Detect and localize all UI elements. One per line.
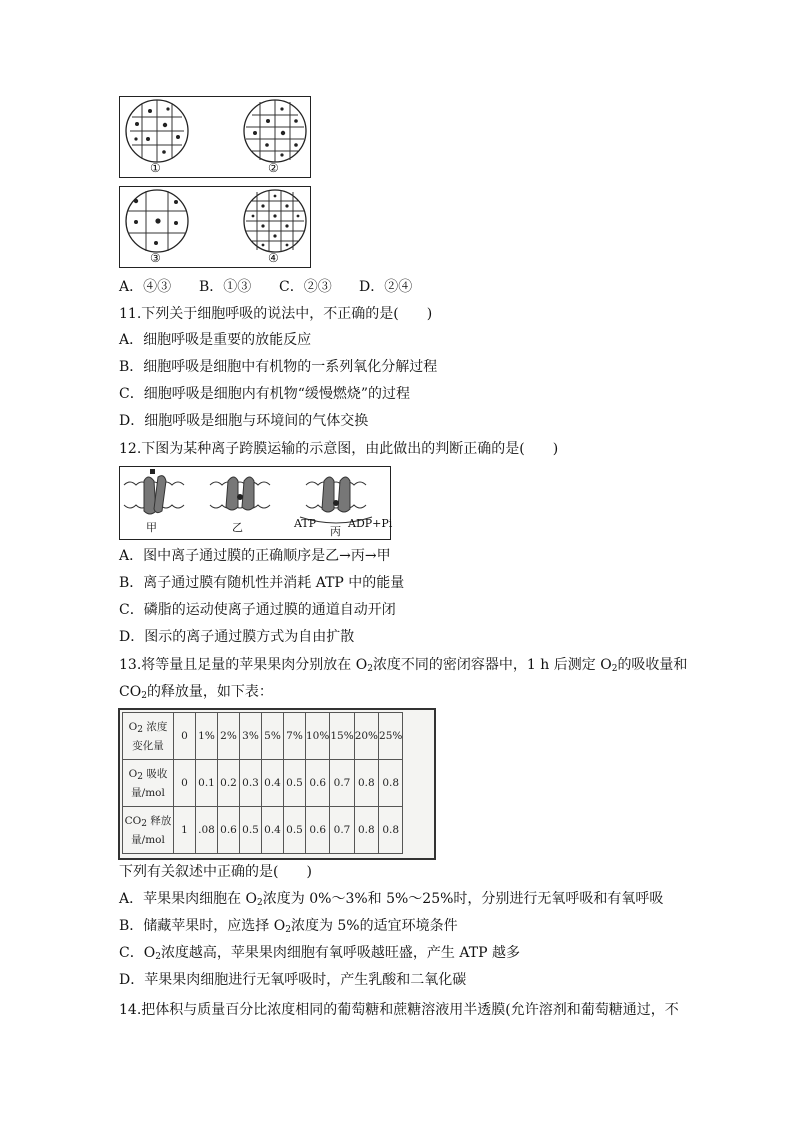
table-cell: 0.4 — [262, 760, 284, 807]
table-cell: 0.3 — [240, 760, 262, 807]
q12-stem: 12.下图为某种离子跨膜运输的示意图，由此做出的判断正确的是( ) — [119, 441, 559, 457]
table-cell: 0.5 — [240, 807, 262, 854]
table-cell: 25% — [379, 713, 403, 760]
q10-option-b: B．①③ — [199, 279, 252, 295]
table-cell: 0.7 — [330, 760, 354, 807]
table-row-concentration — [123, 713, 403, 760]
q12-option-b: B．离子通过膜有随机性并消耗 ATP 中的能量 — [119, 575, 405, 591]
table-cell: 0.5 — [284, 807, 306, 854]
table-cell: 0.6 — [306, 807, 330, 854]
table-row-o2 — [123, 760, 403, 807]
label-atp: ATP — [294, 517, 317, 530]
table-cell: 2% — [218, 713, 240, 760]
cell-circles-bottom — [120, 187, 310, 267]
q12-option-c: C．磷脂的运动使离子通过膜的通道自动开闭 — [119, 602, 396, 618]
table-cell: 0.6 — [218, 807, 240, 854]
q11-stem: 11.下列关于细胞呼吸的说法中，不正确的是( ) — [119, 306, 433, 322]
q10-option-d: D．②④ — [359, 279, 413, 295]
q11-option-c: C．细胞呼吸是细胞内有机物“缓慢燃烧”的过程 — [119, 386, 411, 402]
q11-option-a: A．细胞呼吸是重要的放能反应 — [119, 332, 312, 348]
table-cell: 0.2 — [218, 760, 240, 807]
table-cell: 1 — [174, 807, 196, 854]
q10-option-a: A．④③ — [119, 279, 172, 295]
row-head-co2: $CO_2$ 释放 量/mol — [123, 807, 174, 854]
table-cell: 0.7 — [330, 807, 354, 854]
o2-co2-table — [122, 712, 403, 854]
table-cell: 15% — [330, 713, 354, 760]
cell-circles-top — [120, 97, 310, 177]
cell-label-3: ③ — [150, 251, 161, 265]
row-head-o2: $O_2$ 吸收 量/mol — [123, 760, 174, 807]
q12-option-d: D．图示的离子通过膜方式为自由扩散 — [119, 629, 355, 645]
label-yi: 乙 — [232, 521, 243, 534]
cell-figure-top — [119, 96, 311, 178]
table-cell: 0.8 — [379, 760, 403, 807]
ion-icon — [333, 500, 339, 506]
table-cell: 10% — [306, 713, 330, 760]
q13-option-d: D．苹果果肉细胞进行无氧呼吸时，产生乳酸和二氧化碳 — [119, 972, 467, 988]
table-cell: 0.1 — [196, 760, 218, 807]
cell-label-2: ② — [268, 161, 279, 175]
q13-stem-line1: 13.将等量且足量的苹果果肉分别放在 $O_2$浓度不同的密闭容器中，1 h 后测定 $O_2$的吸收量和 — [119, 657, 688, 674]
q13-question: 下列有关叙述中正确的是( ) — [119, 864, 312, 880]
table-cell: 0.5 — [284, 760, 306, 807]
ion-icon — [237, 494, 243, 500]
ion-icon — [150, 469, 155, 474]
table-cell: 0 — [174, 713, 196, 760]
cell-label-1: ① — [150, 161, 161, 175]
q13-option-c: C．$O_2$浓度越高，苹果果肉细胞有氧呼吸越旺盛，产生 ATP 越多 — [119, 945, 520, 962]
table-cell: 3% — [240, 713, 262, 760]
q13-stem-line2: $CO_2$的释放量，如下表： — [119, 684, 273, 701]
q11-option-b: B．细胞呼吸是细胞中有机物的一系列氧化分解过程 — [119, 359, 438, 375]
q11-option-d: D．细胞呼吸是细胞与环境间的气体交换 — [119, 413, 369, 429]
table-cell: 0.8 — [379, 807, 403, 854]
q13-option-b: B．储藏苹果时，应选择 $O_2$浓度为 5%的适宜环境条件 — [119, 918, 458, 935]
table-cell: 1% — [196, 713, 218, 760]
label-jia: 甲 — [146, 521, 157, 534]
label-adp: ADP+Pi — [348, 517, 393, 530]
table-cell: 20% — [354, 713, 378, 760]
table-cell: 0.4 — [262, 807, 284, 854]
q10-option-c: C．②③ — [279, 279, 332, 295]
table-cell: 7% — [284, 713, 306, 760]
q12-option-a: A．图中离子通过膜的正确顺序是乙→丙→甲 — [119, 548, 391, 564]
table-row-co2 — [123, 807, 403, 854]
table-cell: .08 — [196, 807, 218, 854]
table-cell: 0.8 — [354, 807, 378, 854]
q13-option-a: A．苹果果肉细胞在 $O_2$浓度为 0%～3%和 5%～25%时，分别进行无氧呼吸和有氧呼吸 — [119, 891, 664, 908]
table-cell: 5% — [262, 713, 284, 760]
table-cell: 0 — [174, 760, 196, 807]
cell-figure-bottom — [119, 186, 311, 268]
q14-stem: 14.把体积与质量百分比浓度相同的葡萄糖和蔗糖溶液用半透膜(允许溶剂和葡萄糖通过，不 — [119, 1002, 679, 1018]
table-cell: 0.8 — [354, 760, 378, 807]
label-bing: 丙 — [330, 525, 341, 538]
cell-label-4: ④ — [268, 251, 279, 265]
table-cell: 0.6 — [306, 760, 330, 807]
ion-transport-figure — [119, 466, 391, 540]
row-head-concentration: $O_2$ 浓度 变化量 — [123, 713, 174, 760]
